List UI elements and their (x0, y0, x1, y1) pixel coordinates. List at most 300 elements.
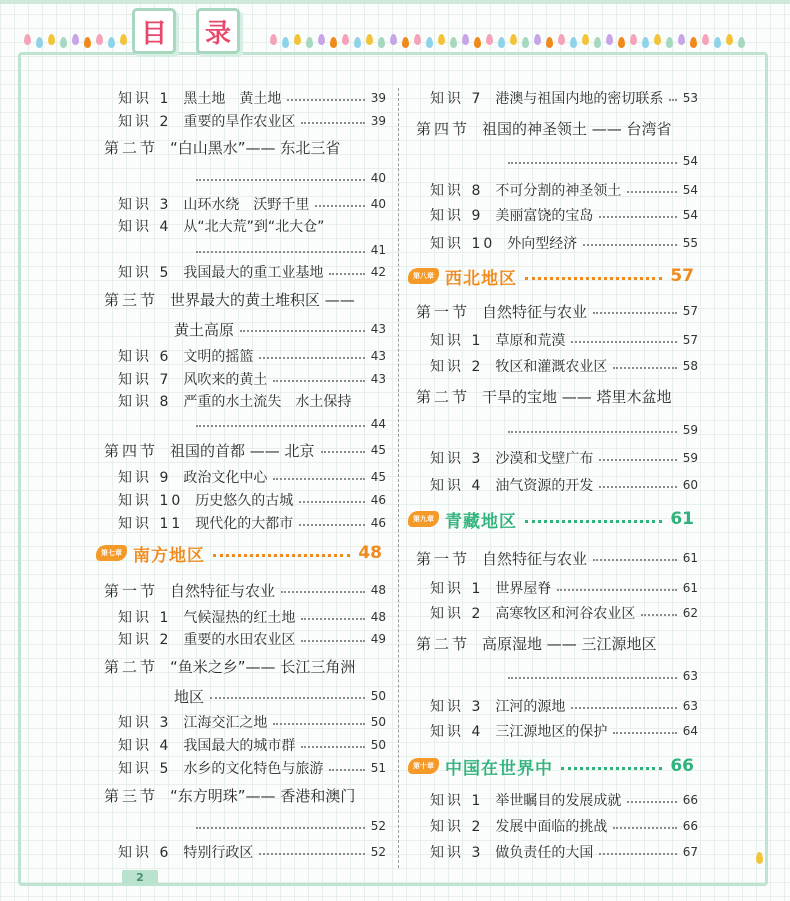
knowledge-entry[interactable] (118, 489, 386, 511)
entry-title: 三江源地区的保护 (495, 724, 608, 740)
entry-label: 知识 2 (430, 819, 484, 835)
entry-label: 知识 1 (430, 793, 484, 809)
raindrop-icon (678, 34, 685, 45)
raindrop-icon (426, 37, 433, 48)
raindrop-icon (414, 34, 421, 45)
leader-dots (557, 589, 676, 591)
entry-label: 知识 4 (430, 724, 484, 740)
entry-label: 知识 8 (430, 183, 484, 199)
leader-dots (240, 330, 365, 332)
entry-title: 江海交汇之地 (183, 715, 268, 731)
raindrop-icon (714, 37, 721, 48)
raindrop-icon (120, 34, 127, 45)
entry-label: 知识 1 (430, 581, 484, 597)
section-entry-continuation[interactable] (174, 318, 386, 340)
raindrop-icon (306, 37, 313, 48)
section-entry[interactable] (104, 579, 386, 601)
entry-label: 知识 9 (430, 208, 484, 224)
entry-title: 不可分割的神圣领土 (495, 183, 622, 199)
raindrop-icon (594, 37, 601, 48)
raindrop-icon (666, 37, 673, 48)
entry-label: 知识 2 (430, 359, 484, 375)
knowledge-entry[interactable] (430, 720, 698, 742)
leader-dots (613, 367, 676, 369)
entry-label: 知识 2 (118, 632, 172, 648)
leader-dots (259, 853, 364, 855)
chapter-badge: 第十章 (408, 758, 439, 774)
entry-label: 知识 1 (118, 610, 172, 626)
leader-dots (525, 277, 662, 280)
entry-page: 48 (370, 583, 386, 597)
raindrop-icon (690, 37, 697, 48)
knowledge-entry[interactable] (430, 841, 698, 863)
section-entry[interactable] (416, 300, 698, 322)
entry-page: 39 (370, 91, 386, 105)
entry-page: 62 (682, 606, 698, 620)
entry-label: 知识 9 (118, 470, 172, 486)
entry-page: 48 (370, 610, 386, 624)
corner-drop-icon (756, 852, 763, 864)
leader-dots (273, 478, 364, 480)
entry-label: 知识 2 (118, 114, 172, 130)
title-char-box-1 (132, 8, 176, 54)
chapter-badge: 第八章 (408, 268, 439, 284)
knowledge-entry[interactable] (430, 447, 698, 469)
section-entry[interactable] (104, 655, 386, 677)
section-entry[interactable] (416, 547, 698, 569)
knowledge-entry[interactable] (430, 204, 698, 226)
raindrop-icon (270, 34, 277, 45)
entry-label: 第三节 (104, 290, 159, 309)
leader-dots (599, 459, 676, 461)
raindrop-icon (366, 34, 373, 45)
entry-page: 57 (682, 333, 698, 347)
entry-page: 61 (682, 551, 698, 565)
knowledge-entry[interactable] (118, 193, 386, 215)
entry-continuation[interactable] (502, 150, 698, 172)
section-entry-continuation[interactable] (174, 685, 386, 707)
raindrop-icon (108, 37, 115, 48)
entry-label: 知识 3 (430, 845, 484, 861)
entry-title: 重要的旱作农业区 (183, 114, 296, 130)
entry-page: 63 (682, 669, 698, 683)
entry-continuation[interactable] (502, 419, 698, 441)
knowledge-entry[interactable] (118, 368, 386, 390)
entry-title: 水乡的文化特色与旅游 (183, 761, 324, 777)
leader-dots (599, 216, 676, 218)
raindrop-icon (606, 34, 613, 45)
leader-dots (669, 99, 676, 101)
entry-title: 自然特征与农业 (482, 549, 588, 568)
title-char-2: 录 (204, 18, 231, 49)
raindrop-icon (318, 34, 325, 45)
leader-dots (299, 501, 364, 503)
knowledge-entry[interactable] (430, 815, 698, 837)
entry-page: 58 (682, 359, 698, 373)
entry-label: 知识 3 (430, 451, 484, 467)
leader-dots (641, 614, 676, 616)
entry-page: 59 (682, 451, 698, 465)
entry-page: 50 (370, 689, 386, 703)
entry-continuation[interactable] (190, 815, 386, 837)
section-entry[interactable] (416, 117, 698, 139)
entry-label: 第一节 (104, 581, 159, 600)
chapter-page: 66 (670, 756, 694, 776)
knowledge-entry[interactable] (118, 512, 386, 534)
entry-label: 知识 4 (118, 219, 172, 235)
raindrop-icon (342, 34, 349, 45)
entry-title: “鱼米之乡”—— 长江三角洲 (170, 657, 356, 676)
entry-label: 知识 4 (430, 478, 484, 494)
entry-title: 高寒牧区和河谷农业区 (495, 606, 636, 622)
entry-page: 39 (370, 114, 386, 128)
leader-dots (613, 827, 676, 829)
entry-title: 世界最大的黄土堆积区 —— (170, 290, 355, 309)
entry-title: 干旱的宝地 —— 塔里木盆地 (482, 387, 672, 406)
knowledge-entry[interactable] (118, 757, 386, 779)
entry-title: 高原湿地 —— 三江源地区 (482, 634, 657, 653)
entry-title: “白山黑水”—— 东北三省 (170, 138, 341, 157)
entry-label: 第二节 (104, 138, 159, 157)
entry-title: 风吹来的黄土 (183, 372, 268, 388)
entry-label: 知识 3 (430, 699, 484, 715)
raindrop-icon (378, 37, 385, 48)
entry-continuation[interactable] (190, 239, 386, 261)
entry-page: 52 (370, 845, 386, 859)
entry-label: 第四节 (104, 441, 159, 460)
entry-page: 40 (370, 197, 386, 211)
leader-dots (508, 431, 677, 433)
entry-title: 黑土地 黄土地 (183, 91, 282, 107)
raindrop-icon (294, 34, 301, 45)
leader-dots (213, 554, 350, 557)
section-entry[interactable] (104, 136, 386, 158)
entry-label: 第二节 (416, 634, 471, 653)
leader-dots (571, 341, 676, 343)
chapter-badge: 第九章 (408, 511, 439, 527)
chapter-title: 中国在世界中 (445, 758, 553, 779)
raindrop-icon (738, 37, 745, 48)
section-entry[interactable] (416, 385, 698, 407)
raindrop-icon (618, 37, 625, 48)
knowledge-entry[interactable] (430, 179, 698, 201)
knowledge-entry[interactable] (430, 602, 698, 624)
entry-title: 我国最大的城市群 (183, 738, 296, 754)
entry-page: 45 (370, 443, 386, 457)
entry-page: 43 (370, 372, 386, 386)
entry-page: 63 (682, 699, 698, 713)
entry-title: 沙漠和戈壁广布 (495, 451, 594, 467)
raindrop-icon (510, 34, 517, 45)
entry-page: 67 (682, 845, 698, 859)
leader-dots (321, 451, 365, 453)
entry-title: 自然特征与农业 (170, 581, 276, 600)
entry-label: 知识 4 (118, 738, 172, 754)
entry-page: 51 (370, 761, 386, 775)
raindrop-icon (498, 37, 505, 48)
entry-label: 知识 1 (118, 91, 172, 107)
leader-dots (196, 827, 365, 829)
knowledge-entry[interactable] (430, 474, 698, 496)
entry-page: 41 (370, 243, 386, 257)
raindrop-icon (282, 37, 289, 48)
entry-page: 50 (370, 715, 386, 729)
leader-dots (196, 251, 365, 253)
column-divider (398, 88, 399, 868)
leader-dots (561, 767, 662, 770)
entry-title: 牧区和灌溉农业区 (495, 359, 608, 375)
chapter-heading[interactable] (408, 263, 694, 289)
entry-label: 知识 1 (430, 333, 484, 349)
entry-page: 54 (682, 154, 698, 168)
entry-page: 53 (682, 91, 698, 105)
raindrop-icon (402, 37, 409, 48)
raindrop-icon (354, 37, 361, 48)
raindrop-icon (48, 34, 55, 45)
knowledge-entry[interactable] (118, 345, 386, 367)
section-entry[interactable] (416, 632, 698, 654)
entry-page: 45 (370, 470, 386, 484)
raindrop-icon (390, 34, 397, 45)
entry-title: 特别行政区 (183, 845, 254, 861)
leader-dots (301, 746, 364, 748)
entry-title: 政治文化中心 (183, 470, 268, 486)
leader-dots (301, 122, 364, 124)
entry-label: 第二节 (416, 387, 471, 406)
entry-page: 54 (682, 183, 698, 197)
leader-dots (196, 179, 365, 181)
knowledge-entry[interactable] (118, 734, 386, 756)
knowledge-entry[interactable] (430, 232, 698, 254)
entry-label: 知识 10 (118, 493, 184, 509)
entry-title: 发展中面临的挑战 (495, 819, 608, 835)
entry-page: 49 (370, 632, 386, 646)
entry-continuation[interactable] (190, 167, 386, 189)
raindrop-icon (84, 37, 91, 48)
entry-title: 举世瞩目的发展成就 (495, 793, 622, 809)
raindrop-icon (462, 34, 469, 45)
raindrop-icon (72, 34, 79, 45)
entry-page: 43 (370, 322, 386, 336)
raindrop-icon (642, 37, 649, 48)
entry-title: 外向型经济 (507, 236, 578, 252)
entry-title: 山环水绕 沃野千里 (183, 197, 310, 213)
entry-label: 知识 7 (118, 372, 172, 388)
section-entry[interactable] (104, 288, 386, 310)
leader-dots (627, 191, 676, 193)
entry-label: 第一节 (416, 549, 471, 568)
leader-dots (301, 618, 364, 620)
leader-dots (599, 853, 676, 855)
entry-page: 64 (682, 724, 698, 738)
chapter-title: 青藏地区 (445, 511, 517, 532)
leader-dots (315, 205, 364, 207)
leader-dots (593, 559, 677, 561)
section-entry[interactable] (104, 784, 386, 806)
entry-label: 知识 6 (118, 349, 172, 365)
entry-title: 做负责任的大国 (495, 845, 594, 861)
raindrop-icon (330, 37, 337, 48)
knowledge-entry[interactable] (430, 577, 698, 599)
entry-page: 57 (682, 304, 698, 318)
raindrop-icon (24, 34, 31, 45)
entry-label: 知识 8 (118, 394, 172, 410)
entry-title: 重要的水田农业区 (183, 632, 296, 648)
entry-label: 知识 3 (118, 715, 172, 731)
entry-title: 港澳与祖国内地的密切联系 (495, 91, 664, 107)
knowledge-entry[interactable] (430, 355, 698, 377)
leader-dots (259, 357, 364, 359)
raindrop-icon (522, 37, 529, 48)
entry-title: 油气资源的开发 (495, 478, 594, 494)
raindrop-icon (702, 34, 709, 45)
chapter-title: 南方地区 (133, 545, 205, 566)
knowledge-entry[interactable] (118, 261, 386, 283)
knowledge-entry[interactable] (430, 329, 698, 351)
entry-label: 知识 6 (118, 845, 172, 861)
raindrop-icon (546, 37, 553, 48)
entry-page: 40 (370, 171, 386, 185)
chapter-heading[interactable] (96, 540, 382, 566)
title-char-box-2 (196, 8, 240, 54)
entry-title: 祖国的神圣领土 —— 台湾省 (482, 119, 672, 138)
leader-dots (627, 801, 676, 803)
raindrop-icon (558, 34, 565, 45)
raindrop-icon (60, 37, 67, 48)
leader-dots (281, 591, 365, 593)
entry-page: 55 (682, 236, 698, 250)
knowledge-entry[interactable] (118, 841, 386, 863)
entry-label: 知识 7 (430, 91, 484, 107)
raindrop-icon (96, 34, 103, 45)
entry-title: 江河的源地 (495, 699, 566, 715)
entry-label: 第一节 (416, 302, 471, 321)
raindrop-icon (570, 37, 577, 48)
leader-dots (210, 697, 365, 699)
raindrop-icon (438, 34, 445, 45)
knowledge-entry[interactable] (430, 87, 698, 109)
entry-page: 54 (682, 208, 698, 222)
entry-title: 现代化的大都市 (195, 516, 294, 532)
raindrop-icon (630, 34, 637, 45)
leader-dots (329, 769, 364, 771)
leader-dots (196, 425, 365, 427)
leader-dots (508, 677, 677, 679)
entry-title: 祖国的首都 —— 北京 (170, 441, 315, 460)
knowledge-entry[interactable] (430, 789, 698, 811)
top-strip (0, 0, 790, 4)
raindrop-icon (450, 37, 457, 48)
leader-dots (593, 312, 677, 314)
knowledge-entry[interactable] (118, 711, 386, 733)
title-char-1: 目 (140, 18, 167, 49)
raindrop-icon (654, 34, 661, 45)
leader-dots (583, 244, 676, 246)
knowledge-entry[interactable] (118, 87, 386, 109)
entry-label: 第二节 (104, 657, 159, 676)
entry-title: 世界屋脊 (495, 581, 552, 597)
raindrop-icon (534, 34, 541, 45)
entry-page: 59 (682, 423, 698, 437)
entry-title: “东方明珠”—— 香港和澳门 (170, 786, 356, 805)
decorative-drops-left (24, 28, 127, 50)
knowledge-entry[interactable] (118, 606, 386, 628)
entry-title: 美丽富饶的宝岛 (495, 208, 594, 224)
knowledge-entry[interactable] (118, 466, 386, 488)
entry-label: 知识 10 (430, 236, 496, 252)
entry-page: 43 (370, 349, 386, 363)
entry-page: 66 (682, 793, 698, 807)
raindrop-icon (474, 37, 481, 48)
entry-page: 60 (682, 478, 698, 492)
leader-dots (613, 732, 676, 734)
entry-page: 46 (370, 493, 386, 507)
chapter-page: 57 (670, 266, 694, 286)
leader-dots (525, 520, 662, 523)
leader-dots (329, 273, 364, 275)
chapter-page: 48 (358, 543, 382, 563)
raindrop-icon (582, 34, 589, 45)
knowledge-entry[interactable] (118, 215, 386, 237)
entry-page: 44 (370, 417, 386, 431)
chapter-page: 61 (670, 509, 694, 529)
knowledge-entry[interactable] (118, 628, 386, 650)
leader-dots (599, 486, 676, 488)
entry-title: 气候湿热的红土地 (183, 610, 296, 626)
entry-title: 严重的水土流失 水土保持 (183, 394, 352, 410)
leader-dots (287, 99, 364, 101)
entry-page: 42 (370, 265, 386, 279)
leader-dots (273, 723, 364, 725)
leader-dots (299, 524, 364, 526)
knowledge-entry[interactable] (118, 390, 386, 412)
entry-title: 草原和荒漠 (495, 333, 566, 349)
entry-continuation[interactable] (190, 413, 386, 435)
entry-label: 第三节 (104, 786, 159, 805)
entry-title: 从“北大荒”到“北大仓” (183, 219, 325, 235)
knowledge-entry[interactable] (430, 695, 698, 717)
entry-page: 50 (370, 738, 386, 752)
knowledge-entry[interactable] (118, 110, 386, 132)
entry-label: 知识 11 (118, 516, 184, 532)
entry-label: 知识 3 (118, 197, 172, 213)
leader-dots (571, 707, 676, 709)
chapter-heading[interactable] (408, 753, 694, 779)
leader-dots (508, 162, 677, 164)
chapter-badge: 第七章 (96, 545, 127, 561)
entry-label: 知识 5 (118, 265, 172, 281)
decorative-drops-right (270, 28, 745, 50)
entry-label: 知识 5 (118, 761, 172, 777)
entry-title: 地区 (174, 687, 205, 706)
entry-page: 46 (370, 516, 386, 530)
chapter-heading[interactable] (408, 506, 694, 532)
entry-label: 知识 2 (430, 606, 484, 622)
entry-title: 历史悠久的古城 (195, 493, 294, 509)
section-entry[interactable] (104, 439, 386, 461)
entry-title: 文明的摇篮 (183, 349, 254, 365)
leader-dots (273, 380, 364, 382)
leader-dots (301, 640, 364, 642)
raindrop-icon (486, 34, 493, 45)
entry-title: 我国最大的重工业基地 (183, 265, 324, 281)
entry-page: 61 (682, 581, 698, 595)
page-number: 2 (122, 870, 158, 884)
entry-page: 52 (370, 819, 386, 833)
entry-page: 66 (682, 819, 698, 833)
entry-title: 黄土高原 (174, 320, 235, 339)
entry-continuation[interactable] (502, 665, 698, 687)
